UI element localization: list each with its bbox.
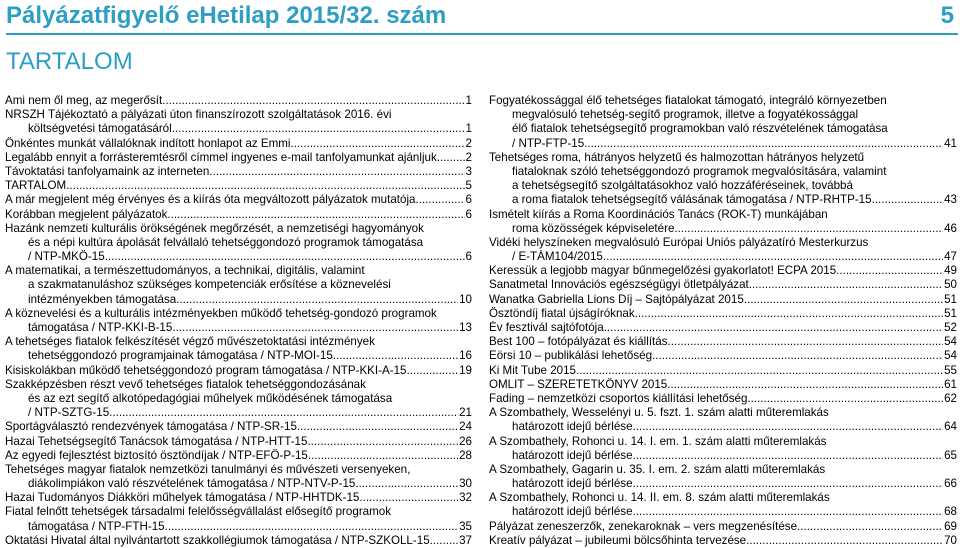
toc-entry-text: Sportágválasztó rendezvények támogatása / NTP-SR-15 bbox=[5, 420, 297, 434]
toc-entry-text: Év fesztivál sajtófotója bbox=[489, 321, 604, 334]
toc-entry[interactable] bbox=[5, 335, 472, 363]
toc-entry[interactable] bbox=[489, 406, 957, 434]
toc-entry-text: Ki Mit Tube 2015 bbox=[489, 363, 577, 377]
toc-page-number: 52 bbox=[944, 321, 957, 334]
toc-page-number: 32 bbox=[459, 491, 472, 505]
dot-leader bbox=[746, 534, 943, 548]
toc-entry-text: Kisiskolákban működő tehetséggondozó program támogatása / NTP-KKI-A-15 bbox=[5, 363, 407, 377]
toc-entry-text: NRSZH Tájékoztató a pályázati úton finanszírozott szolgáltatások 2016. évi bbox=[5, 108, 392, 122]
toc-entry-line bbox=[5, 491, 472, 505]
toc-entry[interactable] bbox=[5, 208, 472, 222]
toc-entry[interactable] bbox=[5, 378, 472, 421]
toc-page-number: 13 bbox=[459, 321, 472, 334]
toc-entry-text: Fading – nemzetközi csoportos kiállítási lehetőség bbox=[489, 391, 748, 405]
toc-column-left bbox=[5, 94, 472, 548]
toc-entry[interactable] bbox=[5, 420, 472, 434]
toc-entry[interactable] bbox=[489, 151, 957, 208]
dot-leader bbox=[836, 264, 943, 278]
toc-entry-text: határozott idejű bérlése bbox=[512, 505, 633, 519]
toc-entry-line bbox=[5, 151, 472, 165]
toc-entry-line bbox=[5, 420, 472, 434]
toc-page-number: 1 bbox=[465, 122, 472, 136]
toc-entry-text: / NTP-MKÖ-15 bbox=[28, 250, 105, 264]
dot-leader bbox=[359, 491, 458, 505]
toc-entry[interactable] bbox=[5, 193, 472, 207]
toc-page-number: 64 bbox=[944, 420, 957, 434]
toc-entry[interactable] bbox=[5, 222, 472, 265]
toc-page-number: 6 bbox=[465, 250, 472, 264]
toc-entry-line bbox=[5, 193, 472, 207]
dot-leader bbox=[308, 449, 458, 463]
dot-leader bbox=[291, 137, 465, 151]
toc-entry[interactable] bbox=[489, 463, 957, 491]
toc-entry-text: Szakképzésben részt vevő tehetséges fiatalok tehetséggondozásának bbox=[5, 377, 366, 391]
toc-entry[interactable] bbox=[489, 435, 957, 463]
toc-entry-line bbox=[5, 293, 472, 307]
toc-entry-text: Hazai Tudományos Diákköri műhelyek támogatása / NTP-HHTDK-15 bbox=[5, 491, 360, 505]
toc-entry-line bbox=[5, 364, 472, 378]
toc-entry[interactable] bbox=[489, 321, 957, 335]
dot-leader bbox=[747, 392, 943, 406]
toc-entry-line bbox=[5, 222, 472, 236]
toc-entry-line bbox=[489, 534, 957, 548]
toc-entry-line bbox=[5, 435, 472, 449]
toc-entry-line bbox=[5, 137, 472, 151]
toc-entry-line bbox=[5, 94, 472, 108]
toc-entry-text: megvalósuló tehetség-segítő programok, illetve a fogyatékossággal bbox=[512, 108, 859, 122]
toc-entry-line bbox=[489, 449, 957, 463]
toc-entry-line bbox=[5, 236, 472, 250]
toc-entry-line bbox=[489, 151, 957, 165]
toc-entry-text: A Szombathely, Rohonci u. 14. II. em. 8. szám alatti műteremlakás bbox=[489, 491, 830, 505]
toc-entry-text: támogatása / NTP-KKI-B-15 bbox=[28, 321, 173, 334]
toc-entry-line bbox=[489, 222, 957, 236]
toc-entry-line bbox=[489, 420, 957, 434]
toc-entry-text: Tehetséges roma, hátrányos helyzetű és halmozottan hátrányos helyzetű bbox=[489, 150, 865, 164]
toc-page-number: 55 bbox=[944, 363, 957, 377]
toc-entry[interactable] bbox=[5, 151, 472, 165]
toc-entry-text: Wanatka Gabriella Lions Díj – Sajtópályázat 2015 bbox=[489, 292, 744, 306]
toc-page-number: 51 bbox=[944, 306, 957, 320]
toc-entry[interactable] bbox=[489, 520, 957, 534]
dot-leader bbox=[407, 364, 459, 378]
toc-entry[interactable] bbox=[489, 94, 957, 151]
toc-page-number: 62 bbox=[944, 391, 957, 405]
toc-page-number: 70 bbox=[944, 533, 957, 547]
toc-page-number: 37 bbox=[459, 533, 472, 547]
toc-entry[interactable] bbox=[489, 307, 957, 321]
toc-entry-line bbox=[5, 250, 472, 264]
dot-leader bbox=[105, 250, 465, 264]
toc-entry-text: Legalább ennyit a forrásteremtésről címmel ingyenes e-mail tanfolyamunkat ajánljuk bbox=[5, 150, 437, 164]
toc-entry-text: költségvetési támogatásáról bbox=[28, 122, 172, 136]
toc-page-number: 5 bbox=[465, 179, 472, 193]
toc-entry-text: roma közösségek képviseletére bbox=[512, 221, 675, 235]
toc-entry-line bbox=[5, 406, 472, 420]
toc-page-number: 46 bbox=[944, 221, 957, 235]
toc-entry-text: Kreatív pályázat – jubileumi bölcsőhinta tervezése bbox=[489, 533, 747, 547]
toc-entry-text: Önkéntes munkát vállalóknak indított honlapot az Emmi bbox=[5, 136, 291, 150]
toc-entry[interactable] bbox=[489, 491, 957, 519]
page-header bbox=[6, 0, 956, 34]
toc-entry-text: Távoktatási tanfolyamaink az interneten bbox=[5, 164, 210, 178]
dot-leader bbox=[333, 349, 458, 363]
toc-page-number: 41 bbox=[944, 136, 957, 150]
toc-entry[interactable] bbox=[5, 505, 472, 533]
toc-entry-line bbox=[5, 264, 472, 278]
toc-entry-line bbox=[5, 179, 472, 193]
toc-entry-line bbox=[489, 278, 957, 292]
toc-entry-line bbox=[489, 392, 957, 406]
toc-entry[interactable] bbox=[489, 293, 957, 307]
toc-entry[interactable] bbox=[5, 491, 472, 505]
toc-entry[interactable] bbox=[489, 534, 957, 548]
toc-page-number: 6 bbox=[465, 193, 472, 207]
toc-entry[interactable] bbox=[5, 179, 472, 193]
toc-entry[interactable] bbox=[5, 364, 472, 378]
toc-entry-text: Ismételt kiírás a Roma Koordinációs Tanács (ROK-T) munkájában bbox=[489, 207, 828, 221]
toc-entry[interactable] bbox=[5, 165, 472, 179]
toc-entry-line bbox=[5, 378, 472, 392]
toc-entry[interactable] bbox=[489, 208, 957, 236]
toc-page-number: 2 bbox=[465, 150, 472, 164]
toc-column-right bbox=[489, 94, 957, 548]
toc-entry-line bbox=[489, 165, 957, 179]
toc-entry-line bbox=[489, 491, 957, 505]
toc-entry-text: Fogyatékossággal élő tehetséges fiatalokat támogató, integráló környezetben bbox=[489, 94, 887, 107]
dot-leader bbox=[307, 435, 458, 449]
toc-entry-line bbox=[489, 406, 957, 420]
toc-entry[interactable] bbox=[5, 449, 472, 463]
toc-entry-text: Ami nem ől meg, az megerősít bbox=[5, 94, 163, 107]
toc-entry-line bbox=[489, 349, 957, 363]
toc-entry-text: a tehetségsegítő szolgáltatásokhoz való hozzáféréseinek, továbbá bbox=[512, 179, 853, 193]
toc-entry-line bbox=[5, 449, 472, 463]
toc-entry-text: A Szombathely, Wesselényi u. 5. fszt. 1. szám alatti műteremlakás bbox=[489, 406, 829, 420]
toc-entry[interactable] bbox=[489, 335, 957, 349]
toc-page-number: 1 bbox=[465, 94, 472, 107]
toc-entry-line bbox=[489, 335, 957, 349]
dot-leader bbox=[576, 364, 943, 378]
toc-page-number: 54 bbox=[944, 335, 957, 349]
dot-leader bbox=[872, 193, 944, 207]
toc-entry-text: a roma fiatalok tehetségsegítő válásának támogatása / NTP-RHTP-15 bbox=[512, 193, 872, 207]
toc-entry-line bbox=[489, 137, 957, 151]
toc-page-number: 65 bbox=[944, 448, 957, 462]
page-number: 5 bbox=[940, 2, 954, 29]
toc-page-number: 47 bbox=[944, 250, 957, 264]
toc-entry[interactable] bbox=[5, 264, 472, 307]
toc-entry[interactable] bbox=[5, 94, 472, 108]
toc-entry-text: Hazánk nemzeti kulturális örökségének megőrzését, a nemzetiségi hagyományok bbox=[5, 221, 424, 235]
toc-page-number: 68 bbox=[944, 505, 957, 519]
dot-leader bbox=[652, 349, 943, 363]
toc-entry-text: és a népi kultúra ápolását felvállaló tehetséggondozó programok támogatása bbox=[28, 235, 424, 249]
toc-page-number: 10 bbox=[459, 292, 472, 306]
toc-entry-text: A Szombathely, Rohonci u. 14. I. em. 1. szám alatti műteremlakás bbox=[489, 434, 827, 448]
toc-page-number: 50 bbox=[944, 278, 957, 292]
toc-entry-line bbox=[489, 435, 957, 449]
toc-entry-line bbox=[489, 108, 957, 122]
toc-entry-line bbox=[489, 236, 957, 250]
dot-leader bbox=[797, 520, 943, 534]
toc-entry-line bbox=[5, 208, 472, 222]
toc-entry-line bbox=[5, 165, 472, 179]
toc-entry[interactable] bbox=[5, 108, 472, 136]
toc-entry-text: Best 100 – fotópályázat és kiállítás bbox=[489, 335, 668, 349]
toc-entry-text: / E-TÁM104/2015 bbox=[512, 250, 603, 264]
toc-page-number: 24 bbox=[459, 420, 472, 434]
toc-entry-line bbox=[5, 463, 472, 477]
toc-entry-text: és az ezt segítő alkotópedagógiai műhelyek működésének támogatása bbox=[28, 391, 393, 405]
toc-entry[interactable] bbox=[489, 378, 957, 392]
toc-entry-text: Vidéki helyszíneken megvalósuló Európai Uniós pályázatíró Mesterkurzus bbox=[489, 235, 869, 249]
toc-page-number: 28 bbox=[459, 448, 472, 462]
toc-entry-line bbox=[489, 321, 957, 335]
toc-entry-line bbox=[5, 392, 472, 406]
dot-leader bbox=[674, 222, 943, 236]
toc-entry-text: határozott idejű bérlése bbox=[512, 448, 633, 462]
dot-leader bbox=[416, 193, 465, 207]
toc-page-number: 43 bbox=[944, 193, 957, 207]
toc-entry-text: / NTP-SZTG-15 bbox=[28, 406, 110, 420]
toc-entry[interactable] bbox=[489, 264, 957, 278]
toc-entry[interactable] bbox=[5, 534, 472, 548]
dot-leader bbox=[176, 293, 458, 307]
toc-entry-line bbox=[489, 264, 957, 278]
header-divider bbox=[6, 33, 958, 35]
dot-leader bbox=[633, 420, 944, 434]
toc-entry-text: Tehetséges magyar fiatalok nemzetközi tanulmányi és művészeti versenyeken, bbox=[5, 462, 411, 476]
toc-entry-text: Hazai Tehetségsegítő Tanácsok támogatása / NTP-HTT-15 bbox=[5, 434, 308, 448]
toc-entry-line bbox=[489, 179, 957, 193]
toc-entry[interactable] bbox=[5, 435, 472, 449]
dot-leader bbox=[437, 151, 465, 165]
dot-leader bbox=[668, 335, 944, 349]
toc-entry-text: határozott idejű bérlése bbox=[512, 477, 633, 491]
toc-entry-line bbox=[5, 321, 472, 335]
toc-entry-text: intézményekben támogatása bbox=[28, 292, 177, 306]
toc-page-number: 69 bbox=[944, 519, 957, 533]
toc-entry-text: támogatása / NTP-FTH-15 bbox=[28, 519, 165, 533]
dot-leader bbox=[667, 378, 943, 392]
toc-entry-line bbox=[489, 193, 957, 207]
toc-entry-line bbox=[489, 250, 957, 264]
toc-entry-text: Oktatási Hivatal által nyilvántartott szakkollégiumok támogatása / NTP-SZKOLL-15 bbox=[5, 533, 430, 547]
toc-entry-line bbox=[489, 94, 957, 108]
toc-page-number: 21 bbox=[459, 406, 472, 420]
toc-entry-text: TARTALOM bbox=[5, 179, 67, 193]
dot-leader bbox=[66, 179, 464, 193]
toc-entry-line bbox=[5, 335, 472, 349]
toc-entry-text: A matematikai, a természettudományos, a technikai, digitális, valamint bbox=[5, 264, 365, 278]
toc-entry-text: Korábban megjelent pályázatok bbox=[5, 207, 168, 221]
toc-page-number: 49 bbox=[944, 264, 957, 278]
toc-page-number: 19 bbox=[459, 363, 472, 377]
toc-entry-text: OMLIT – SZERETETKÖNYV 2015 bbox=[489, 377, 668, 391]
toc-entry-line bbox=[5, 108, 472, 122]
toc-entry[interactable] bbox=[489, 349, 957, 363]
toc-entry[interactable] bbox=[489, 364, 957, 378]
toc-entry-text: tehetséggondozó programjainak támogatása / NTP-MOI-15 bbox=[28, 349, 333, 363]
dot-leader bbox=[584, 137, 943, 151]
dot-leader bbox=[109, 406, 458, 420]
toc-entry-line bbox=[489, 477, 957, 491]
dot-leader bbox=[162, 94, 464, 108]
dot-leader bbox=[744, 293, 943, 307]
toc-entry-line bbox=[5, 307, 472, 321]
toc-entry[interactable] bbox=[5, 137, 472, 151]
toc-entry-text: fiataloknak szóló tehetséggondozó programok megvalósítására, valamint bbox=[512, 164, 887, 178]
dot-leader bbox=[355, 477, 458, 491]
toc-entry[interactable] bbox=[5, 463, 472, 491]
toc-entry-line bbox=[489, 520, 957, 534]
dot-leader bbox=[430, 534, 458, 548]
toc-page-number: 3 bbox=[465, 164, 472, 178]
toc-entry-line bbox=[5, 122, 472, 136]
toc-page-number: 2 bbox=[465, 136, 472, 150]
toc-entry-line bbox=[5, 505, 472, 519]
toc-entry-text: Fiatal felnőtt tehetségek társadalmi felelősségvállalást elősegítő programok bbox=[5, 505, 392, 519]
toc-page-number: 61 bbox=[944, 377, 957, 391]
toc-entry[interactable] bbox=[489, 236, 957, 264]
toc-page-number: 16 bbox=[459, 349, 472, 363]
toc-entry-text: határozott idejű bérlése bbox=[512, 420, 633, 434]
toc-entry-line bbox=[489, 122, 957, 136]
toc-page-number: 35 bbox=[459, 519, 472, 533]
toc-entry-text: A már megjelent még érvényes és a kiírás óta megvált​ozott pályázatok mutatója bbox=[5, 193, 416, 207]
toc-entry-line bbox=[5, 278, 472, 292]
dot-leader bbox=[633, 505, 944, 519]
dot-leader bbox=[209, 165, 464, 179]
toc-entry[interactable] bbox=[5, 307, 472, 335]
dot-leader bbox=[172, 122, 465, 136]
toc-entry-text: A Szombathely, Gagarin u. 35. I. em. 2. szám alatti műteremlakás bbox=[489, 462, 826, 476]
toc-entry-text: Pályázat zeneszerzők, zenekaroknak – vers megzenésítése bbox=[489, 519, 798, 533]
toc-entry-line bbox=[489, 293, 957, 307]
toc-page-number: 26 bbox=[459, 434, 472, 448]
dot-leader bbox=[604, 321, 943, 335]
toc-entry[interactable] bbox=[489, 278, 957, 292]
toc-entry-line bbox=[489, 463, 957, 477]
dot-leader bbox=[633, 477, 944, 491]
toc-entry-text: / NTP-FTP-15 bbox=[512, 136, 585, 150]
toc-entry-text: élő fiatalok tehetségsegítő programokban való részvételének támogatása bbox=[512, 122, 888, 136]
toc-entry-text: a szakmatanuláshoz szükséges kompetenciák erősítése a köznevelési bbox=[28, 278, 391, 292]
dot-leader bbox=[635, 307, 943, 321]
section-title: TARTALOM bbox=[6, 48, 133, 75]
dot-leader bbox=[297, 420, 458, 434]
toc-entry-line bbox=[489, 364, 957, 378]
dot-leader bbox=[603, 250, 943, 264]
toc-entry-line bbox=[5, 477, 472, 491]
toc-entry-text: A köznevelési és a kulturális intézményekben működő tehetség-gondozó programok bbox=[5, 306, 437, 320]
toc-entry-line bbox=[5, 520, 472, 534]
toc-entry-text: diákolimpiákon való részvételének támogatása / NTP-NTV-P-15 bbox=[28, 477, 356, 491]
toc-entry-text: Az egyedi fejlesztést biztosító ösztöndíjak / NTP-EFÖ-P-15 bbox=[5, 448, 308, 462]
toc-entry-text: A tehetséges fiatalok felkészítését végző művészetoktatási intézmények bbox=[5, 335, 375, 349]
dot-leader bbox=[749, 278, 943, 292]
toc-entry-line bbox=[489, 378, 957, 392]
toc-page-number: 30 bbox=[459, 477, 472, 491]
toc-entry-line bbox=[489, 505, 957, 519]
toc-entry-line bbox=[5, 534, 472, 548]
toc-page-number: 66 bbox=[944, 477, 957, 491]
toc-entry-line bbox=[489, 208, 957, 222]
toc-entry-line bbox=[5, 349, 472, 363]
toc-entry[interactable] bbox=[489, 392, 957, 406]
toc-entry-text: Sanatmetal Innovációs egészségügyi ötletpályázat bbox=[489, 278, 749, 292]
toc-page-number: 6 bbox=[465, 207, 472, 221]
toc-page-number: 51 bbox=[944, 292, 957, 306]
dot-leader bbox=[167, 208, 464, 222]
toc-entry-line bbox=[489, 307, 957, 321]
publication-title: Pályázatfigyelő eHetilap 2015/32. szám bbox=[6, 2, 447, 29]
toc-page-number: 54 bbox=[944, 349, 957, 363]
toc-entry-text: Keressük a legjobb magyar bűnmegelőzési gyakorlatot! ECPA 2015 bbox=[489, 264, 837, 278]
dot-leader bbox=[172, 321, 458, 335]
toc-entry-text: Ösztöndíj fiatal újságíróknak bbox=[489, 306, 635, 320]
toc-entry-text: Eörsi 10 – publikálási lehetőség bbox=[489, 349, 653, 363]
dot-leader bbox=[633, 449, 944, 463]
dot-leader bbox=[165, 520, 459, 534]
